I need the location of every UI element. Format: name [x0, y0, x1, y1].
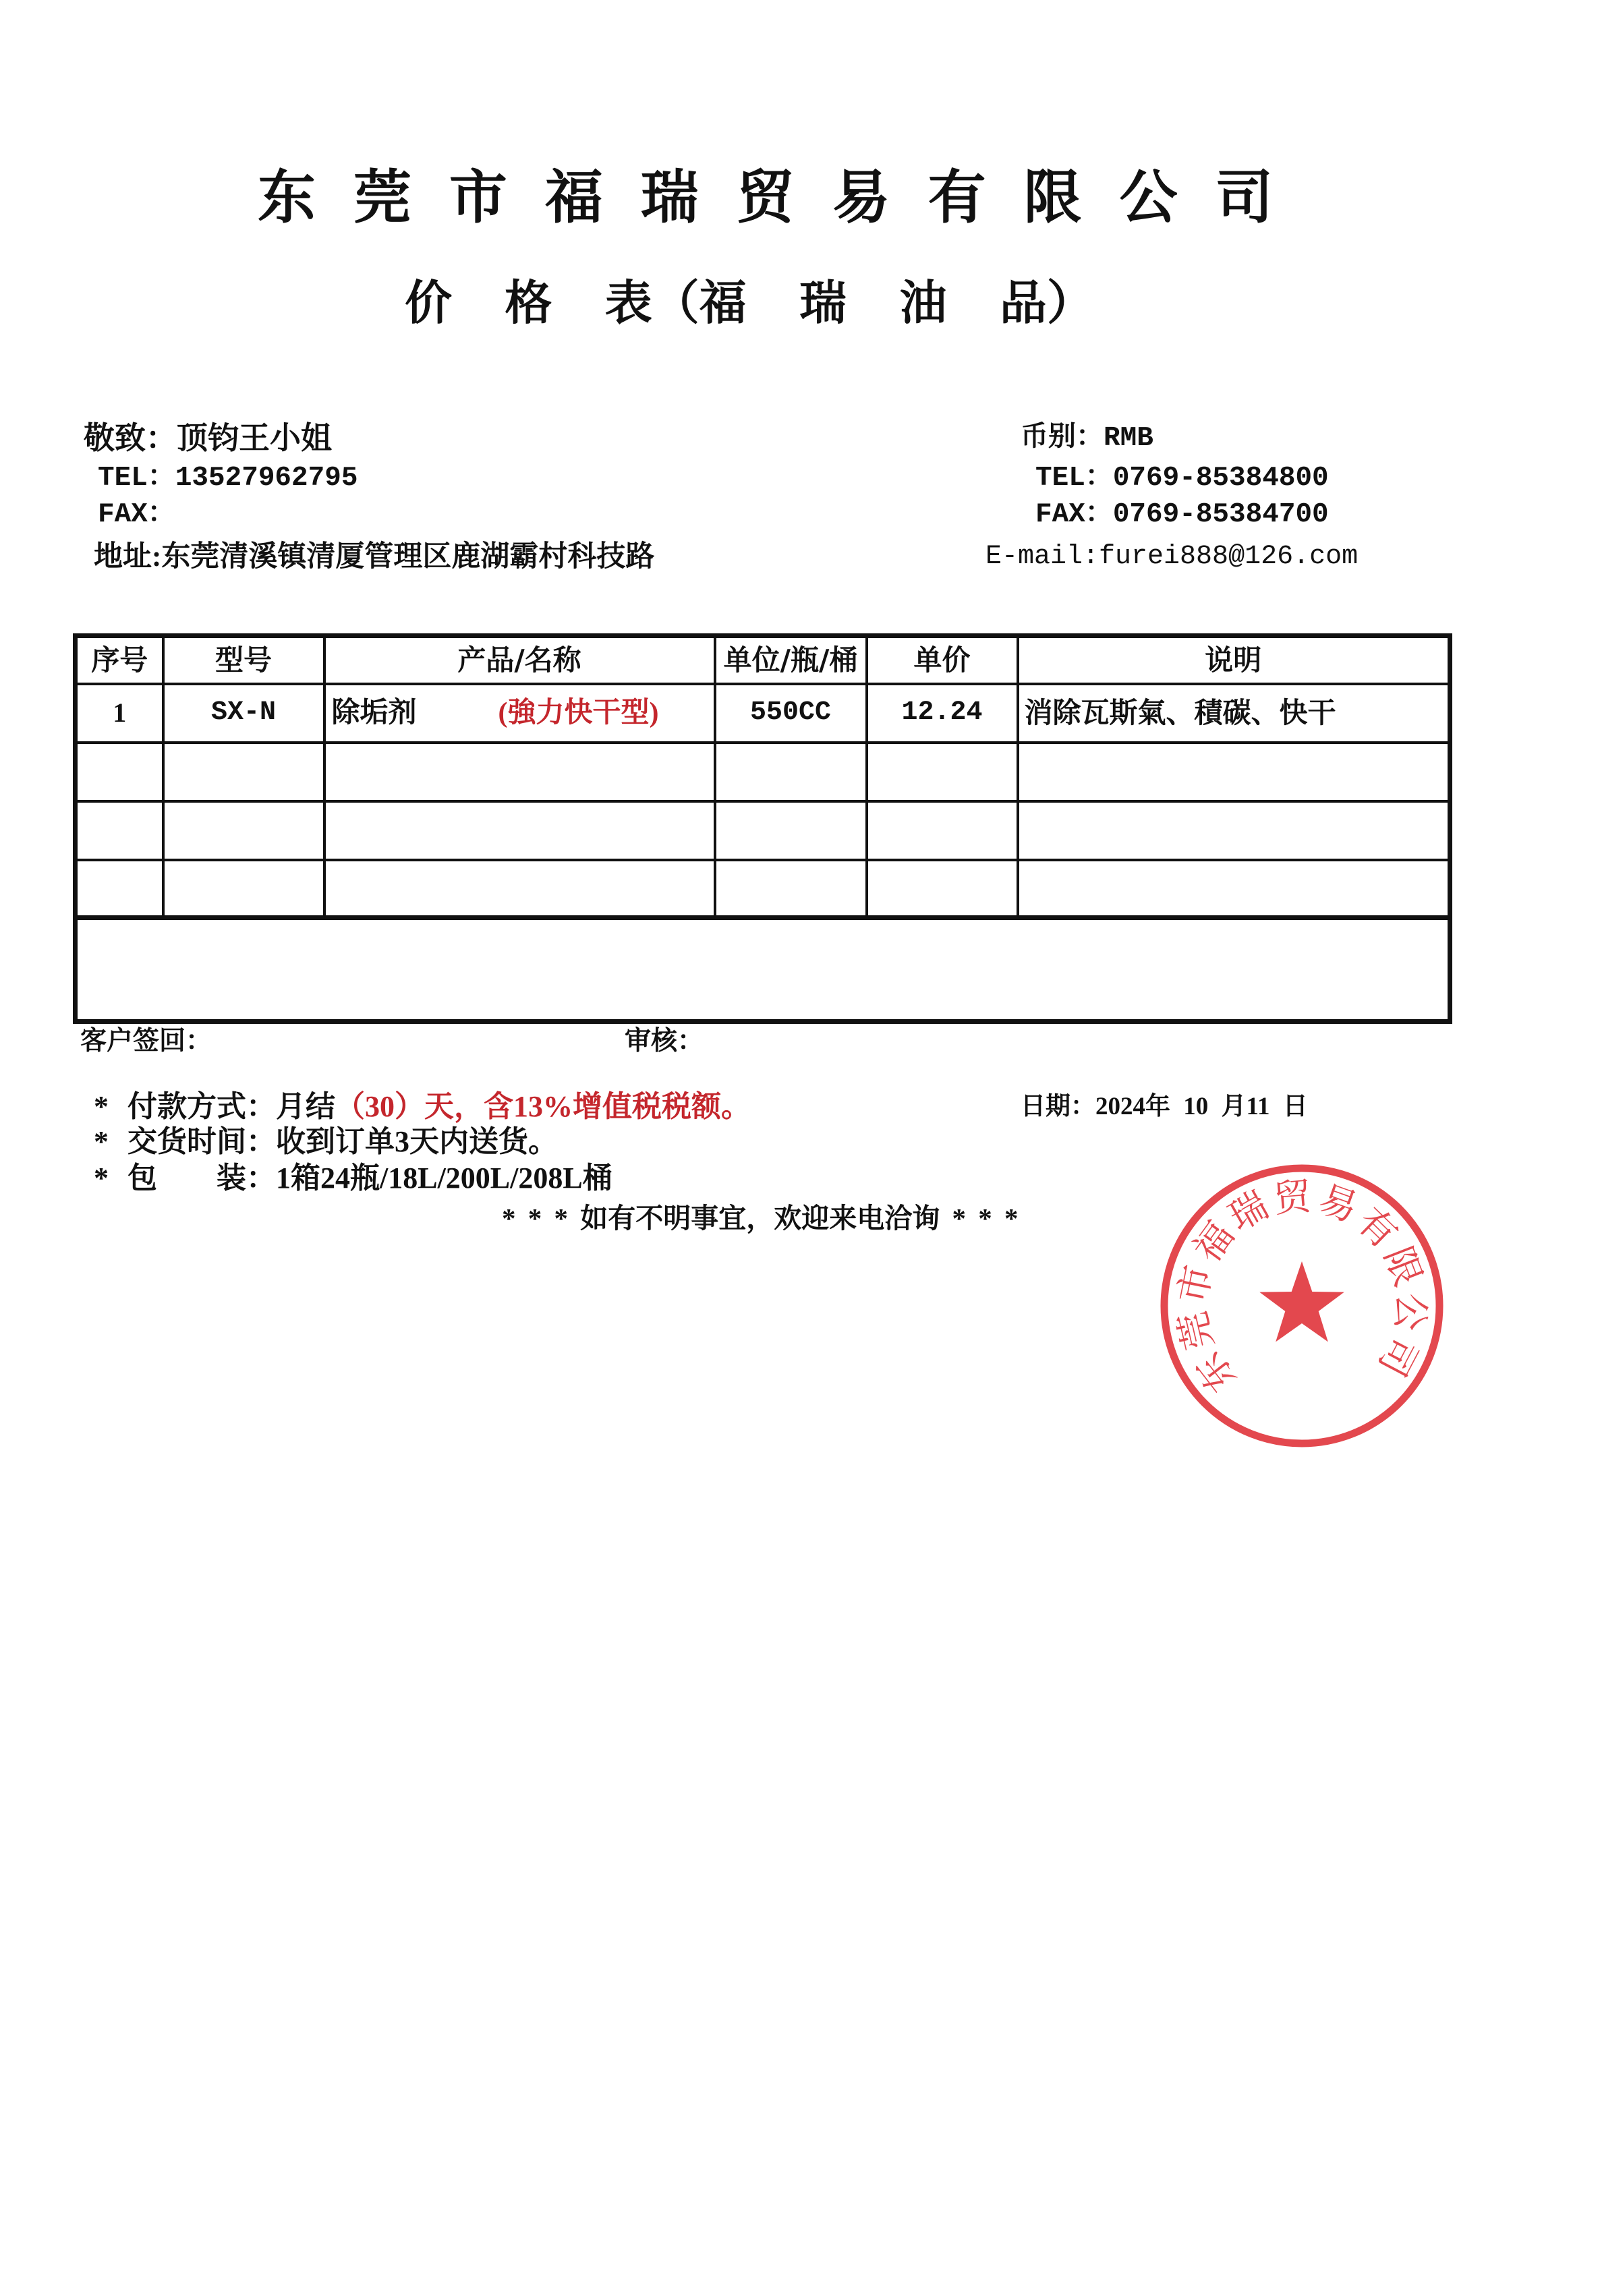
header-product-name: 产品/名称: [324, 636, 715, 684]
cell-serial-number: [76, 860, 163, 918]
term-label: 包 装：: [127, 1161, 276, 1195]
recipient-name: 顶钧王小姐: [177, 421, 332, 455]
recipient-fax-line: [98, 496, 175, 534]
table-row: [76, 743, 1450, 801]
currency-label: 币别：: [1021, 423, 1104, 454]
document-subtitle: 价 格 表（福 瑞 油 品）: [405, 275, 1094, 331]
cell-product-name: [324, 743, 715, 801]
term-bullet: *: [94, 1125, 109, 1158]
header-unit-price: 单价: [867, 636, 1018, 684]
table-row: [76, 684, 1450, 743]
header-serial-number: 序号: [76, 636, 163, 684]
cell-unit: 550CC: [715, 684, 867, 743]
table-row: [76, 860, 1450, 918]
term-label: 交货时间：: [127, 1125, 276, 1158]
term-label: 付款方式：: [127, 1090, 276, 1123]
company-title: 东 莞 市 福 瑞 贸 易 有 限 公 司: [258, 163, 1274, 231]
star-icon: [1259, 1261, 1344, 1342]
recipient-address-label: 地址:: [94, 541, 162, 573]
seal-text-path: 东莞市福瑞贸易有限公司: [1170, 1174, 1433, 1401]
term-bullet: *: [94, 1161, 109, 1195]
term-value: 1箱24瓶/18L/200L/208L桶: [276, 1161, 612, 1195]
cell-unit-price: [867, 860, 1018, 918]
currency-line: [1021, 420, 1153, 457]
header-unit: 单位/瓶/桶: [715, 636, 867, 684]
cell-serial-number: [76, 743, 163, 801]
cell-unit-price: [867, 743, 1018, 801]
sender-fax-label: FAX：: [1035, 499, 1113, 530]
cell-unit: [715, 743, 867, 801]
sender-email-label: E-mail:: [985, 542, 1099, 572]
table-header-row: [76, 636, 1450, 684]
recipient-address-value: 东莞清溪镇清厦管理区鹿湖霸村科技路: [161, 541, 655, 573]
cell-product-name: [324, 801, 715, 860]
table-row: [76, 801, 1450, 860]
cell-unit: [715, 801, 867, 860]
cell-model: SX-N: [163, 684, 324, 743]
price-table: [73, 633, 1452, 1024]
recipient-fax-label: FAX：: [98, 499, 175, 530]
sender-email-line: [985, 538, 1358, 576]
document-date: 日期：2024年 10 月11 日: [1021, 1093, 1308, 1120]
recipient-tel-label: TEL：: [98, 463, 175, 494]
product-name: 除垢剂: [331, 695, 417, 729]
recipient-address-line: [94, 538, 654, 576]
cell-model: [163, 860, 324, 918]
cell-description: 消除瓦斯氣、積碳、快干: [1018, 684, 1450, 743]
cell-unit: [715, 860, 867, 918]
recipient-line: [84, 420, 332, 457]
review-label: 审核：: [625, 1027, 704, 1056]
header-description: 说明: [1018, 636, 1450, 684]
term-payment: [94, 1088, 751, 1126]
currency-value: RMB: [1104, 423, 1153, 454]
term-delivery: [94, 1123, 558, 1161]
term-bullet: *: [94, 1090, 109, 1123]
product-name-note: (強力快干型): [498, 697, 659, 729]
recipient-tel-value: 13527962795: [175, 463, 358, 494]
header-model: 型号: [163, 636, 324, 684]
cell-product-name: [324, 684, 715, 743]
cell-unit-price: 12.24: [867, 684, 1018, 743]
term-value: 月结: [276, 1090, 335, 1123]
sender-email-value: furei888@126.com: [1099, 542, 1359, 572]
recipient-label: 敬致：: [84, 421, 177, 455]
cell-model: [163, 743, 324, 801]
cell-description: [1018, 860, 1450, 918]
customer-sign-label: 客户签回：: [80, 1027, 212, 1056]
cell-product-name: [324, 860, 715, 918]
sender-fax-line: [1035, 496, 1329, 534]
footer-note: * * * 如有不明事宜，欢迎来电洽询 * * *: [502, 1203, 1019, 1234]
term-value-highlight: （30）天，含13%增值税税额。: [335, 1090, 751, 1123]
sender-tel-line: [1035, 459, 1329, 497]
company-seal: [1153, 1157, 1450, 1454]
remarks-cell: [76, 918, 1450, 1022]
sender-tel-value: 0769-85384800: [1112, 463, 1329, 494]
sender-fax-value: 0769-85384700: [1112, 499, 1329, 530]
cell-unit-price: [867, 801, 1018, 860]
cell-description: [1018, 743, 1450, 801]
term-packaging: [94, 1159, 612, 1197]
term-value: 收到订单3天内送货。: [276, 1125, 558, 1158]
sender-tel-label: TEL：: [1035, 463, 1113, 494]
table-remarks-row: [76, 918, 1450, 1022]
cell-description: [1018, 801, 1450, 860]
cell-model: [163, 801, 324, 860]
recipient-tel-line: [98, 459, 358, 497]
cell-serial-number: [76, 801, 163, 860]
cell-serial-number: 1: [76, 684, 163, 743]
